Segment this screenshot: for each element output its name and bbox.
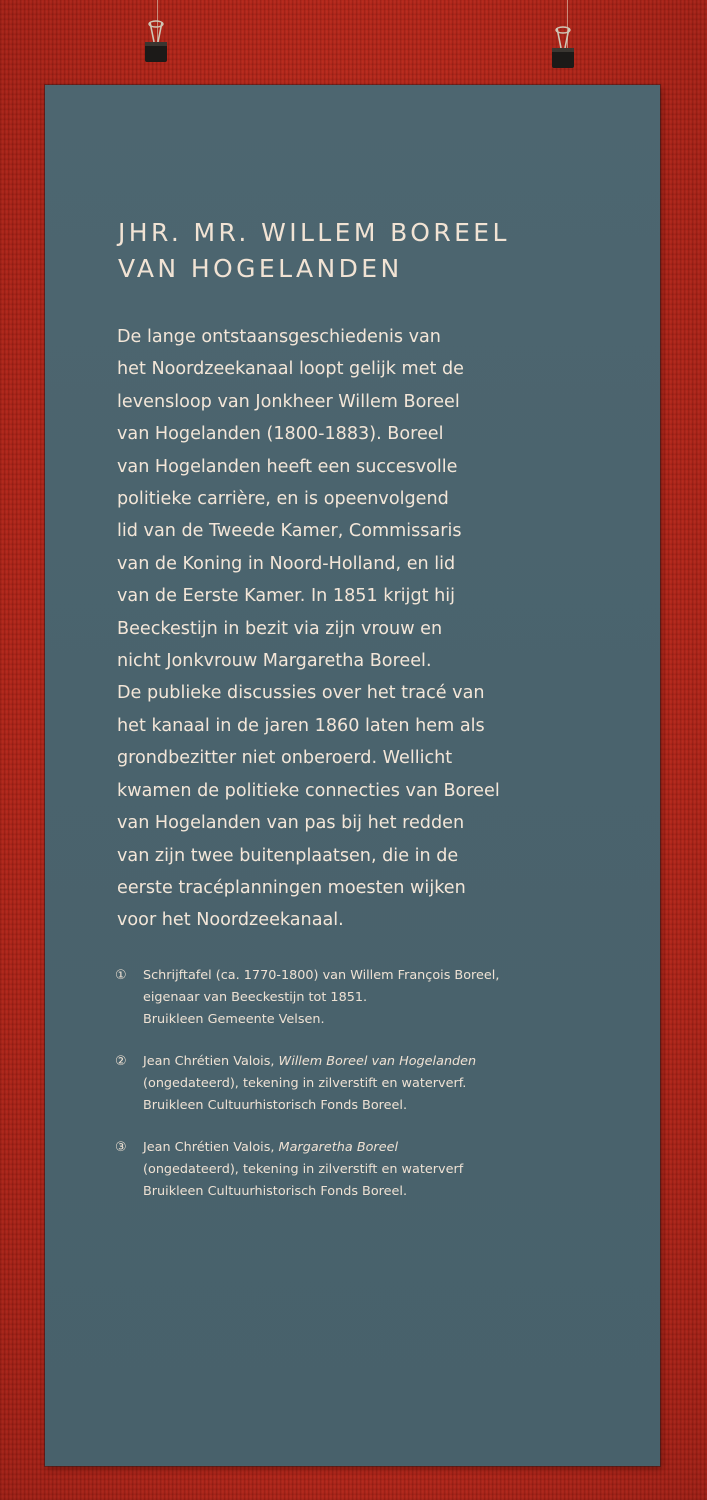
body-line: voor het Noordzeekanaal. bbox=[117, 910, 344, 931]
body-line: van de Eerste Kamer. In 1851 krijgt hij bbox=[117, 586, 456, 607]
object-credits bbox=[115, 965, 635, 1223]
credit-number: ② bbox=[115, 1054, 127, 1069]
body-line: Beeckestijn in bezit via zijn vrouw en bbox=[117, 618, 443, 639]
binder-clip-left-icon bbox=[143, 20, 169, 64]
credit-artwork-title: Margaretha Boreel bbox=[278, 1140, 398, 1155]
credit-line: (ongedateerd), tekening in zilverstift en waterverf. bbox=[143, 1076, 467, 1091]
credit-line: Bruikleen Gemeente Velsen. bbox=[143, 1012, 325, 1027]
body-line: van Hogelanden heeft een succesvolle bbox=[117, 456, 458, 477]
credit-artist: Jean Chrétien Valois, bbox=[143, 1140, 279, 1155]
body-line: grondbezitter niet onberoerd. Wellicht bbox=[117, 748, 453, 769]
body-line: van de Koning in Noord-Holland, en lid bbox=[117, 553, 456, 574]
credit-line: eigenaar van Beeckestijn tot 1851. bbox=[143, 990, 368, 1005]
credit-item-3 bbox=[115, 1137, 635, 1203]
body-line: het Noordzeekanaal loopt gelijk met de bbox=[117, 359, 464, 380]
panel-body-text bbox=[117, 321, 647, 937]
body-line: De lange ontstaansgeschiedenis van bbox=[117, 327, 441, 347]
credit-number: ① bbox=[115, 968, 127, 983]
panel-title-line: JHR. MR. WILLEM BOREEL bbox=[118, 218, 510, 247]
body-line: eerste tracéplanningen moesten wijken bbox=[117, 877, 466, 898]
body-line: nicht Jonkvrouw Margaretha Boreel. bbox=[117, 651, 432, 672]
body-line: van Hogelanden van pas bij het redden bbox=[117, 813, 465, 834]
credit-artwork-title: Willem Boreel van Hogelanden bbox=[278, 1054, 477, 1069]
credit-line bbox=[143, 1051, 635, 1073]
body-line: het kanaal in de jaren 1860 laten hem als bbox=[117, 715, 485, 736]
body-line: kwamen de politieke connecties van Boreel bbox=[117, 780, 500, 801]
binder-clip-right-icon bbox=[550, 26, 576, 70]
body-line: van zijn twee buitenplaatsen, die in de bbox=[117, 845, 459, 866]
credit-line: Bruikleen Cultuurhistorisch Fonds Boreel. bbox=[143, 1098, 408, 1113]
panel-title-line: VAN HOGELANDEN bbox=[118, 254, 403, 283]
credit-line: Schrijftafel (ca. 1770-1800) van Willem François Boreel, bbox=[143, 968, 500, 983]
credit-line: (ongedateerd), tekening in zilverstift en waterverf bbox=[143, 1162, 464, 1177]
body-line: politieke carrière, en is opeenvolgend bbox=[117, 489, 449, 510]
credit-line bbox=[143, 1137, 635, 1159]
exhibition-text-panel bbox=[45, 85, 660, 1466]
credit-item-2 bbox=[115, 1051, 635, 1117]
body-line: levensloop van Jonkheer Willem Boreel bbox=[117, 391, 460, 412]
credit-line: Bruikleen Cultuurhistorisch Fonds Boreel. bbox=[143, 1184, 408, 1199]
panel-title bbox=[118, 215, 638, 287]
credit-number: ③ bbox=[115, 1140, 127, 1155]
body-line: De publieke discussies over het tracé van bbox=[117, 683, 485, 704]
credit-artist: Jean Chrétien Valois, bbox=[143, 1054, 279, 1069]
body-line: lid van de Tweede Kamer, Commissaris bbox=[117, 521, 462, 542]
body-line: van Hogelanden (1800-1883). Boreel bbox=[117, 424, 444, 445]
credit-item-1 bbox=[115, 965, 635, 1031]
